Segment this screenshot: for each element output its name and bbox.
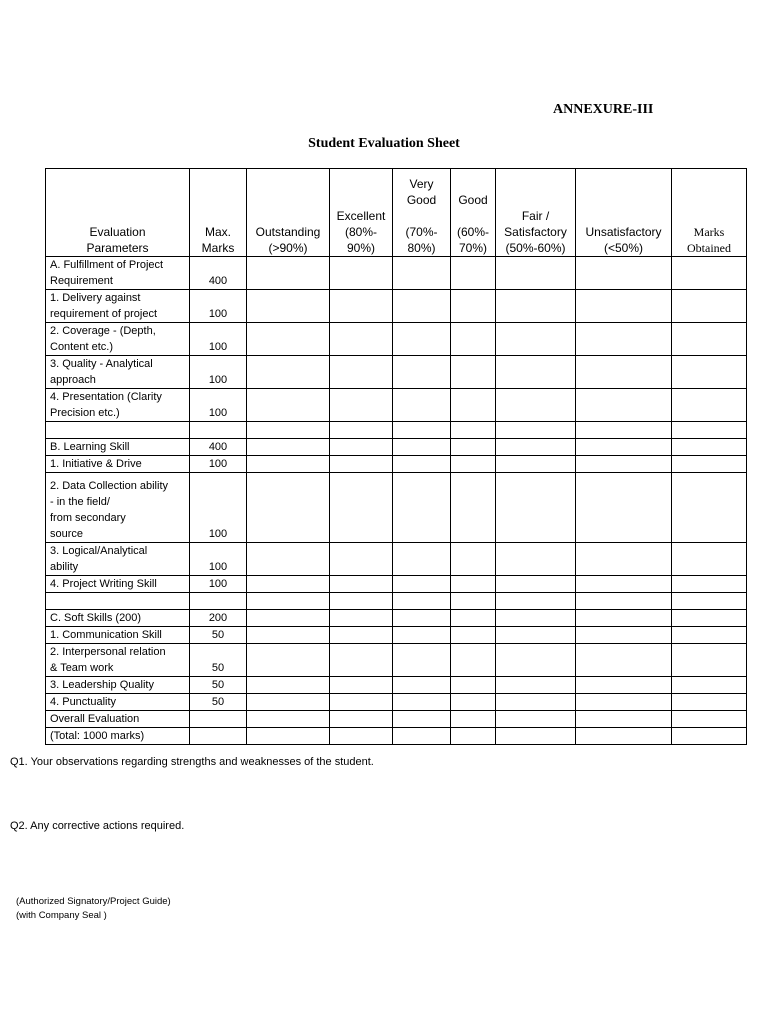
excellent-cell[interactable]	[330, 356, 393, 389]
table-row	[46, 644, 747, 677]
unsatisfactory-cell[interactable]	[576, 593, 672, 610]
outstanding-cell[interactable]	[247, 593, 330, 610]
marks-obtained-cell[interactable]	[672, 576, 747, 593]
marks-obtained-cell[interactable]	[672, 257, 747, 290]
marks-obtained-cell[interactable]	[672, 610, 747, 627]
table-row	[46, 439, 747, 456]
unsatisfactory-cell[interactable]	[576, 576, 672, 593]
table-row	[46, 711, 747, 728]
fair-cell[interactable]	[496, 728, 576, 745]
max-marks-cell: 100	[190, 290, 247, 323]
parameter-label: 1. Initiative & Drive	[46, 456, 190, 473]
unsatisfactory-cell[interactable]	[576, 422, 672, 439]
good-cell[interactable]	[451, 610, 496, 627]
good-cell[interactable]	[451, 257, 496, 290]
excellent-cell[interactable]	[330, 728, 393, 745]
very-good-cell[interactable]	[393, 323, 451, 356]
fair-cell[interactable]	[496, 576, 576, 593]
very-good-cell[interactable]	[393, 257, 451, 290]
outstanding-cell[interactable]	[247, 543, 330, 576]
outstanding-cell[interactable]	[247, 257, 330, 290]
unsatisfactory-cell[interactable]	[576, 543, 672, 576]
excellent-cell[interactable]	[330, 389, 393, 422]
header-outstanding: Outstanding (>90%)	[247, 169, 330, 257]
max-marks-cell: 400	[190, 257, 247, 290]
table-row	[46, 422, 747, 439]
fair-cell[interactable]	[496, 677, 576, 694]
marks-obtained-cell[interactable]	[672, 290, 747, 323]
very-good-cell[interactable]	[393, 456, 451, 473]
very-good-cell[interactable]	[393, 728, 451, 745]
very-good-cell[interactable]	[393, 290, 451, 323]
fair-cell[interactable]	[496, 257, 576, 290]
excellent-cell[interactable]	[330, 323, 393, 356]
good-cell[interactable]	[451, 677, 496, 694]
header-marks-obtained: Marks Obtained	[672, 169, 747, 257]
max-marks-cell	[190, 728, 247, 745]
parameter-label: 4. Presentation (Clarity Precision etc.)	[46, 389, 190, 422]
parameter-label: A. Fulfillment of Project Requirement	[46, 257, 190, 290]
excellent-cell[interactable]	[330, 257, 393, 290]
max-marks-cell	[190, 422, 247, 439]
outstanding-cell[interactable]	[247, 290, 330, 323]
fair-cell[interactable]	[496, 323, 576, 356]
excellent-cell[interactable]	[330, 627, 393, 644]
max-marks-cell: 100	[190, 543, 247, 576]
parameter-label: 1. Communication Skill	[46, 627, 190, 644]
fair-cell[interactable]	[496, 356, 576, 389]
very-good-cell[interactable]	[393, 422, 451, 439]
excellent-cell[interactable]	[330, 473, 393, 543]
table-row	[46, 610, 747, 627]
max-marks-cell: 50	[190, 677, 247, 694]
marks-obtained-cell[interactable]	[672, 473, 747, 543]
table-row	[46, 456, 747, 473]
unsatisfactory-cell[interactable]	[576, 257, 672, 290]
table-row	[46, 627, 747, 644]
fair-cell[interactable]	[496, 627, 576, 644]
unsatisfactory-cell[interactable]	[576, 711, 672, 728]
outstanding-cell[interactable]	[247, 389, 330, 422]
header-parameters: Evaluation Parameters	[46, 169, 190, 257]
fair-cell[interactable]	[496, 593, 576, 610]
parameter-label: 2. Interpersonal relation & Team work	[46, 644, 190, 677]
marks-obtained-cell[interactable]	[672, 323, 747, 356]
good-cell[interactable]	[451, 356, 496, 389]
good-cell[interactable]	[451, 627, 496, 644]
good-cell[interactable]	[451, 593, 496, 610]
unsatisfactory-cell[interactable]	[576, 610, 672, 627]
fair-cell[interactable]	[496, 610, 576, 627]
header-fair-satisfactory: Fair / Satisfactory (50%-60%)	[496, 169, 576, 257]
marks-obtained-cell[interactable]	[672, 728, 747, 745]
max-marks-cell: 100	[190, 356, 247, 389]
excellent-cell[interactable]	[330, 694, 393, 711]
excellent-cell[interactable]	[330, 439, 393, 456]
table-body	[46, 257, 747, 745]
good-cell[interactable]	[451, 290, 496, 323]
parameter-label: 4. Punctuality	[46, 694, 190, 711]
table-row	[46, 356, 747, 389]
max-marks-cell: 400	[190, 439, 247, 456]
fair-cell[interactable]	[496, 711, 576, 728]
very-good-cell[interactable]	[393, 610, 451, 627]
header-max-marks: Max. Marks	[190, 169, 247, 257]
very-good-cell[interactable]	[393, 473, 451, 543]
unsatisfactory-cell[interactable]	[576, 389, 672, 422]
outstanding-cell[interactable]	[247, 439, 330, 456]
very-good-cell[interactable]	[393, 627, 451, 644]
good-cell[interactable]	[451, 439, 496, 456]
fair-cell[interactable]	[496, 290, 576, 323]
fair-cell[interactable]	[496, 456, 576, 473]
outstanding-cell[interactable]	[247, 356, 330, 389]
very-good-cell[interactable]	[393, 711, 451, 728]
max-marks-cell: 50	[190, 694, 247, 711]
marks-obtained-cell[interactable]	[672, 439, 747, 456]
excellent-cell[interactable]	[330, 610, 393, 627]
parameter-label: B. Learning Skill	[46, 439, 190, 456]
fair-cell[interactable]	[496, 473, 576, 543]
excellent-cell[interactable]	[330, 422, 393, 439]
parameter-label: 3. Logical/Analytical ability	[46, 543, 190, 576]
table-row	[46, 694, 747, 711]
table-row	[46, 593, 747, 610]
excellent-cell[interactable]	[330, 543, 393, 576]
unsatisfactory-cell[interactable]	[576, 694, 672, 711]
outstanding-cell[interactable]	[247, 677, 330, 694]
outstanding-cell[interactable]	[247, 644, 330, 677]
outstanding-cell[interactable]	[247, 711, 330, 728]
unsatisfactory-cell[interactable]	[576, 728, 672, 745]
annexure-label: ANNEXURE-III	[553, 102, 654, 117]
max-marks-cell: 200	[190, 610, 247, 627]
parameter-label	[46, 422, 190, 439]
excellent-cell[interactable]	[330, 456, 393, 473]
max-marks-cell: 100	[190, 473, 247, 543]
outstanding-cell[interactable]	[247, 323, 330, 356]
outstanding-cell[interactable]	[247, 422, 330, 439]
very-good-cell[interactable]	[393, 694, 451, 711]
table-row	[46, 290, 747, 323]
marks-obtained-cell[interactable]	[672, 593, 747, 610]
fair-cell[interactable]	[496, 694, 576, 711]
table-row	[46, 323, 747, 356]
good-cell[interactable]	[451, 456, 496, 473]
good-cell[interactable]	[451, 728, 496, 745]
marks-obtained-cell[interactable]	[672, 694, 747, 711]
marks-obtained-cell[interactable]	[672, 644, 747, 677]
unsatisfactory-cell[interactable]	[576, 456, 672, 473]
parameter-label: Overall Evaluation	[46, 711, 190, 728]
fair-cell[interactable]	[496, 644, 576, 677]
very-good-cell[interactable]	[393, 593, 451, 610]
very-good-cell[interactable]	[393, 543, 451, 576]
max-marks-cell: 50	[190, 644, 247, 677]
signature-line-1: (Authorized Signatory/Project Guide)	[16, 896, 171, 907]
parameter-label: 4. Project Writing Skill	[46, 576, 190, 593]
fair-cell[interactable]	[496, 389, 576, 422]
unsatisfactory-cell[interactable]	[576, 473, 672, 543]
unsatisfactory-cell[interactable]	[576, 356, 672, 389]
excellent-cell[interactable]	[330, 644, 393, 677]
marks-obtained-cell[interactable]	[672, 543, 747, 576]
evaluation-table	[45, 168, 747, 745]
parameter-label: 2. Coverage - (Depth, Content etc.)	[46, 323, 190, 356]
marks-obtained-cell[interactable]	[672, 356, 747, 389]
very-good-cell[interactable]	[393, 677, 451, 694]
excellent-cell[interactable]	[330, 711, 393, 728]
good-cell[interactable]	[451, 576, 496, 593]
very-good-cell[interactable]	[393, 389, 451, 422]
marks-obtained-cell[interactable]	[672, 422, 747, 439]
parameter-label: (Total: 1000 marks)	[46, 728, 190, 745]
signature-line-2: (with Company Seal )	[16, 910, 107, 921]
sheet-title: Student Evaluation Sheet	[308, 136, 460, 151]
parameter-label: C. Soft Skills (200)	[46, 610, 190, 627]
good-cell[interactable]	[451, 644, 496, 677]
parameter-label: 3. Leadership Quality	[46, 677, 190, 694]
very-good-cell[interactable]	[393, 439, 451, 456]
unsatisfactory-cell[interactable]	[576, 627, 672, 644]
fair-cell[interactable]	[496, 422, 576, 439]
good-cell[interactable]	[451, 323, 496, 356]
excellent-cell[interactable]	[330, 290, 393, 323]
good-cell[interactable]	[451, 422, 496, 439]
very-good-cell[interactable]	[393, 644, 451, 677]
excellent-cell[interactable]	[330, 677, 393, 694]
marks-obtained-cell[interactable]	[672, 627, 747, 644]
question-2: Q2. Any corrective actions required.	[10, 820, 185, 832]
max-marks-cell: 100	[190, 389, 247, 422]
outstanding-cell[interactable]	[247, 694, 330, 711]
parameter-label: 3. Quality - Analytical approach	[46, 356, 190, 389]
unsatisfactory-cell[interactable]	[576, 290, 672, 323]
header-unsatisfactory: Unsatisfactory (<50%)	[576, 169, 672, 257]
table-row	[46, 677, 747, 694]
header-good: Good (60%- 70%)	[451, 169, 496, 257]
table-row	[46, 389, 747, 422]
max-marks-cell	[190, 711, 247, 728]
fair-cell[interactable]	[496, 439, 576, 456]
table-row	[46, 576, 747, 593]
very-good-cell[interactable]	[393, 576, 451, 593]
max-marks-cell: 50	[190, 627, 247, 644]
good-cell[interactable]	[451, 473, 496, 543]
unsatisfactory-cell[interactable]	[576, 677, 672, 694]
marks-obtained-cell[interactable]	[672, 711, 747, 728]
unsatisfactory-cell[interactable]	[576, 323, 672, 356]
parameter-label: 2. Data Collection ability - in the field/ from secondary source	[46, 473, 190, 543]
table-row	[46, 473, 747, 543]
header-very-good: Very Good (70%- 80%)	[393, 169, 451, 257]
question-1: Q1. Your observations regarding strengths and weaknesses of the student.	[10, 756, 374, 768]
marks-obtained-cell[interactable]	[672, 677, 747, 694]
outstanding-cell[interactable]	[247, 473, 330, 543]
good-cell[interactable]	[451, 389, 496, 422]
excellent-cell[interactable]	[330, 576, 393, 593]
very-good-cell[interactable]	[393, 356, 451, 389]
outstanding-cell[interactable]	[247, 610, 330, 627]
unsatisfactory-cell[interactable]	[576, 439, 672, 456]
parameter-label	[46, 593, 190, 610]
max-marks-cell: 100	[190, 323, 247, 356]
excellent-cell[interactable]	[330, 593, 393, 610]
good-cell[interactable]	[451, 543, 496, 576]
marks-obtained-cell[interactable]	[672, 389, 747, 422]
outstanding-cell[interactable]	[247, 728, 330, 745]
max-marks-cell: 100	[190, 576, 247, 593]
parameter-label: 1. Delivery against requirement of project	[46, 290, 190, 323]
table-row	[46, 543, 747, 576]
fair-cell[interactable]	[496, 543, 576, 576]
header-excellent: Excellent (80%- 90%)	[330, 169, 393, 257]
signature-block	[16, 895, 171, 923]
outstanding-cell[interactable]	[247, 627, 330, 644]
marks-obtained-cell[interactable]	[672, 456, 747, 473]
max-marks-cell: 100	[190, 456, 247, 473]
good-cell[interactable]	[451, 694, 496, 711]
outstanding-cell[interactable]	[247, 456, 330, 473]
table-row	[46, 728, 747, 745]
header-row	[46, 169, 747, 257]
table-row	[46, 257, 747, 290]
good-cell[interactable]	[451, 711, 496, 728]
max-marks-cell	[190, 593, 247, 610]
unsatisfactory-cell[interactable]	[576, 644, 672, 677]
outstanding-cell[interactable]	[247, 576, 330, 593]
